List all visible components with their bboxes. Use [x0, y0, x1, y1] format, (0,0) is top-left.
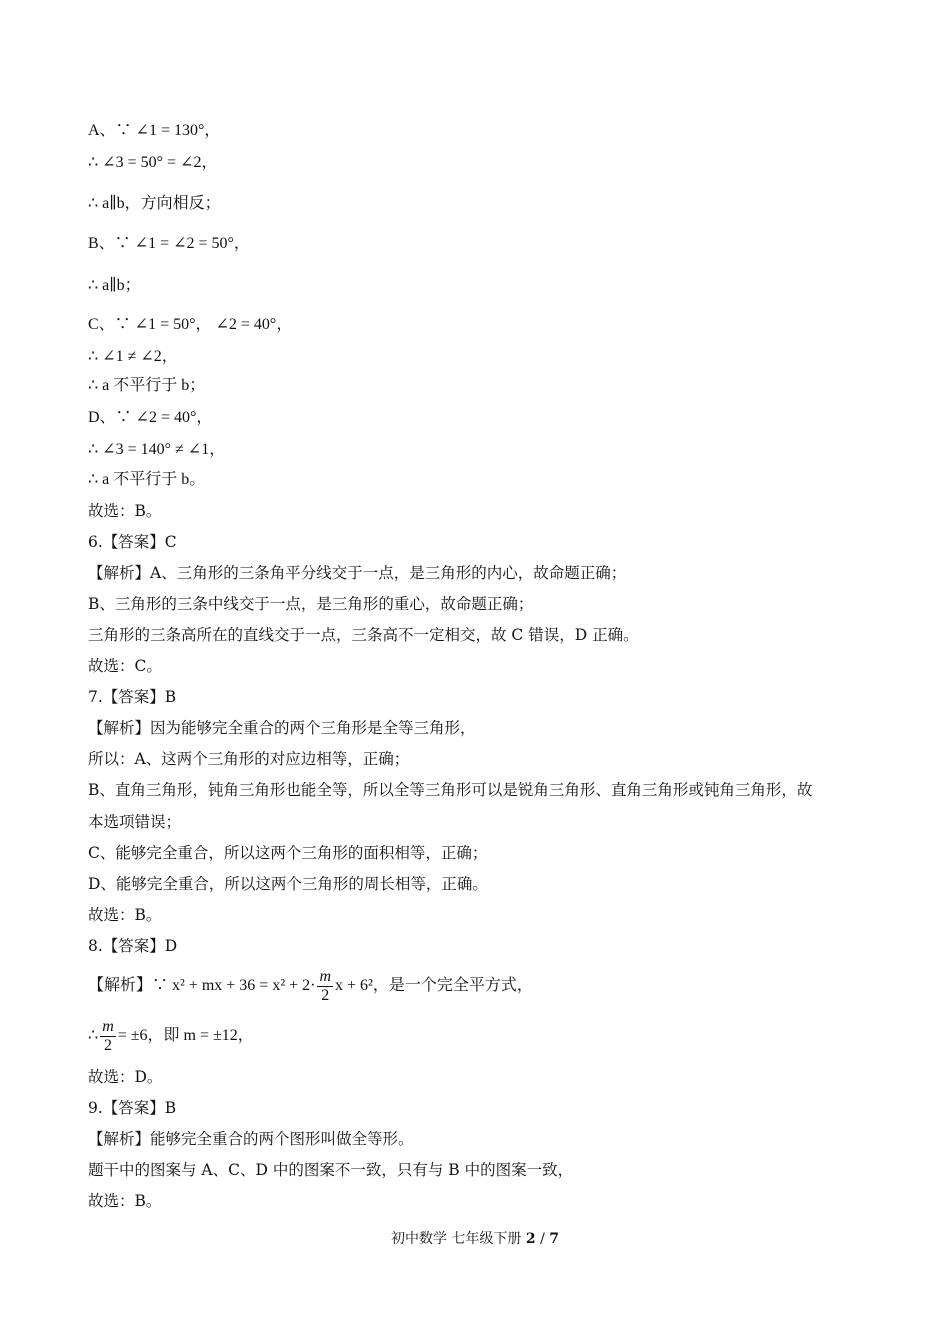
answer-heading: 6.【答案】C — [88, 533, 177, 551]
text-line: ∴ ∠1 ≠ ∠2， — [88, 348, 178, 365]
fraction — [100, 1018, 116, 1055]
text-line: ∴ a 不平行于 b； — [88, 377, 206, 394]
text-line: 本选项错误； — [88, 813, 182, 831]
text-line: D、能够完全重合，所以这两个三角形的周长相等，正确。 — [88, 875, 488, 893]
text-line: 【解析】A、三角形的三条角平分线交于一点，是三角形的内心，故命题正确； — [88, 564, 627, 582]
text-line: 故选：B。 — [88, 906, 162, 924]
text-line: ∴ ∠3 = 50° = ∠2， — [88, 154, 218, 171]
q8-therefore — [88, 1018, 254, 1055]
text-line: 所以：A、这两个三角形的对应边相等，正确； — [88, 750, 410, 768]
text-line: ∴ ∠3 = 140° ≠ ∠1， — [88, 441, 226, 458]
q8-analysis-suffix: x + 6²，是一个完全平方式， — [335, 977, 533, 995]
text-line: 故选：C。 — [88, 657, 162, 675]
text-line: 故选：B。 — [88, 1192, 162, 1210]
text-line: 故选：D。 — [88, 1068, 163, 1086]
fraction — [317, 968, 333, 1005]
page-footer — [0, 1228, 950, 1248]
text-line: 题干中的图案与 A、C、D 中的图案不一致，只有与 B 中的图案一致， — [88, 1161, 574, 1179]
therefore-symbol: ∴ — [88, 1027, 99, 1045]
page-total: 7 — [549, 1231, 560, 1247]
text-line: 【解析】因为能够完全重合的两个三角形是全等三角形， — [88, 719, 476, 737]
text-line: ∴ a∥b，方向相反； — [88, 195, 221, 212]
text-line: B、直角三角形，钝角三角形也能全等，所以全等三角形可以是锐角三角形、直角三角形或钝角三角形，故 — [88, 781, 813, 799]
page-separator: / — [535, 1231, 550, 1247]
answer-heading: 8.【答案】D — [88, 937, 178, 955]
footer-title: 初中数学 七年级下册 — [390, 1231, 522, 1247]
text-line: ∴ a 不平行于 b。 — [88, 471, 206, 488]
answer-heading: 9.【答案】B — [88, 1099, 177, 1117]
text-line: 三角形的三条高所在的直线交于一点，三条高不一定相交，故 C 错误，D 正确。 — [88, 626, 639, 644]
fraction-numerator: m — [102, 1018, 114, 1035]
q8-analysis — [88, 968, 533, 1005]
q8-therefore-suffix: = ±6，即 m = ±12， — [117, 1027, 254, 1045]
q8-analysis-prefix: 【解析】∵ x² + mx + 36 = x² + 2· — [88, 977, 316, 995]
text-line: B、三角形的三条中线交于一点，是三角形的重心，故命题正确； — [88, 595, 534, 613]
text-line: C、能够完全重合，所以这两个三角形的面积相等，正确； — [88, 844, 488, 862]
answer-heading: 7.【答案】B — [88, 688, 177, 706]
fraction-numerator: m — [319, 968, 332, 985]
text-line: B、∵ ∠1 = ∠2 = 50°， — [88, 235, 250, 252]
text-line: 【解析】能够完全重合的两个图形叫做全等形。 — [88, 1130, 414, 1148]
text-line: C、∵ ∠1 = 50°， ∠2 = 40°， — [88, 316, 293, 333]
text-line: D、∵ ∠2 = 40°， — [88, 409, 213, 426]
text-line: A、∵ ∠1 = 130°， — [88, 122, 221, 139]
page-number: 2 — [525, 1231, 536, 1247]
text-line: ∴ a∥b； — [88, 277, 141, 294]
fraction-denominator: 2 — [321, 987, 330, 1004]
text-line: 故选：B。 — [88, 502, 162, 520]
fraction-denominator: 2 — [103, 1037, 112, 1054]
